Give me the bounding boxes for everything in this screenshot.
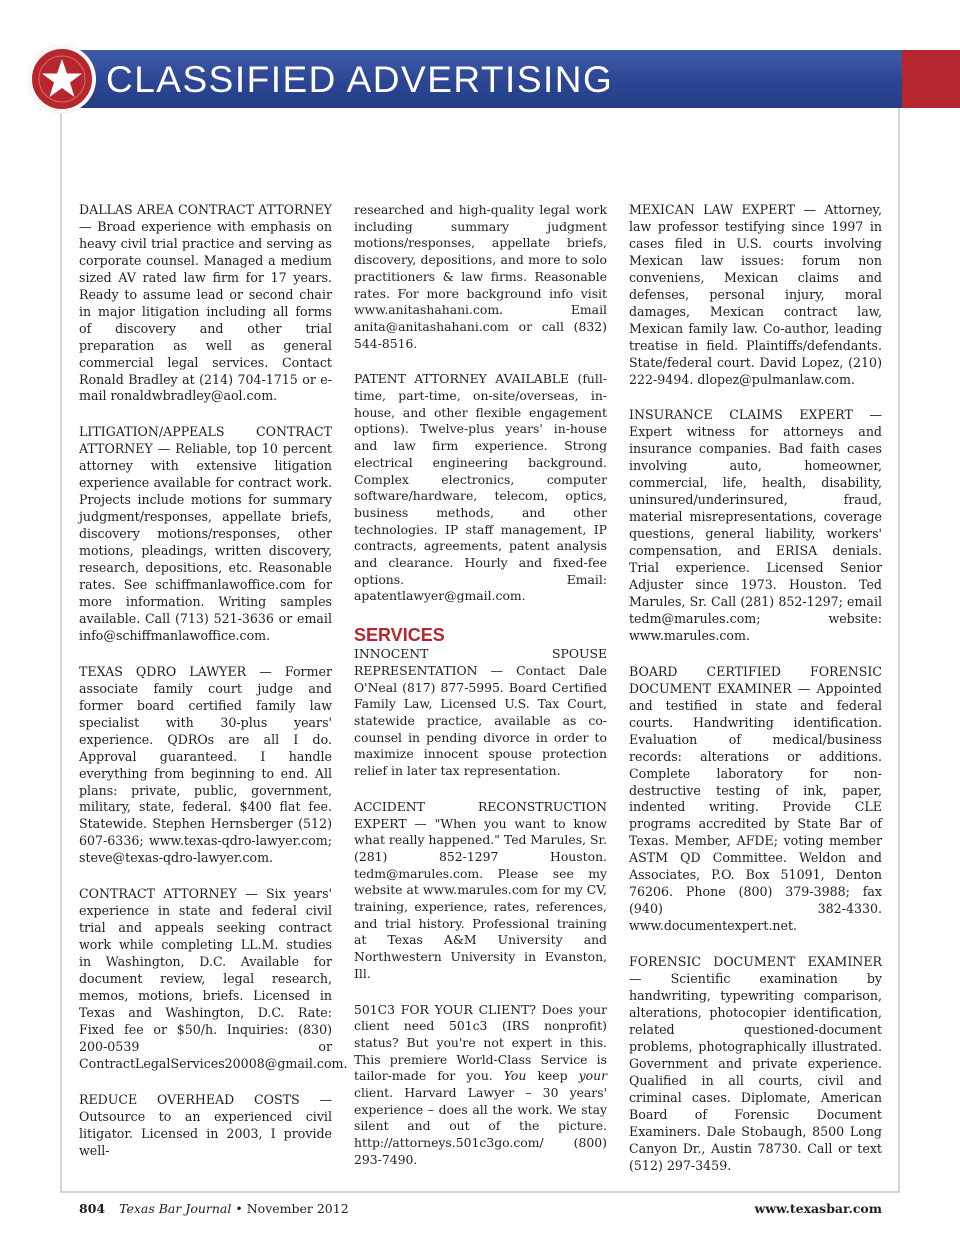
header-red-accent bbox=[902, 50, 960, 108]
ad-heading: LITIGATION/APPEALS CONTRACT ATTORNEY bbox=[79, 424, 332, 457]
ad-body: keep bbox=[526, 1068, 579, 1084]
classified-ad bbox=[629, 664, 882, 935]
ad-heading: ACCIDENT RECONSTRUCTION EXPERT bbox=[354, 798, 607, 831]
ad-heading: DALLAS AREA CONTRACT ATTORNEY bbox=[79, 202, 332, 217]
ad-heading: INNOCENT SPOUSE REPRESENTATION bbox=[354, 646, 607, 678]
ad-body: — Reliable, top 10 percent attorney with extensive litigation experience available for contract work. Projects include motions for summary judgment/responses, appellate briefs, discovery motions/responses, other motions, pleadings, written discovery, research, depositions, etc. Reasonable rates. See schiffmanlawoffice.com for more information. Writing samples available. Call (713) 521-3636 or email info@schiffmanlawoffice.com. bbox=[79, 441, 332, 643]
journal-name: Texas Bar Journal bbox=[119, 1201, 232, 1216]
star-icon bbox=[28, 45, 96, 113]
classified-ad bbox=[79, 664, 332, 867]
ad-heading: CONTRACT ATTORNEY bbox=[79, 886, 237, 902]
ad-body: — "When you want to know what really happened." Ted Marules, Sr. (281) 852-1297 Houston. tedm@marules.com. Please see my website at www.marules.com for my CV, training, experience, rates, references, and trial history. Professional training at Texas A&M University and Northwestern University in Evanston, Ill. bbox=[354, 815, 607, 981]
classified-ad bbox=[354, 371, 607, 605]
issue-date: November 2012 bbox=[246, 1201, 349, 1216]
classified-ad bbox=[354, 1002, 607, 1169]
classified-ad-continued bbox=[354, 202, 607, 352]
ad-heading: MEXICAN LAW EXPERT bbox=[629, 202, 795, 217]
ad-heading: FORENSIC DOCUMENT EXAMINER bbox=[629, 954, 882, 970]
classified-ad bbox=[79, 886, 348, 1072]
ad-heading: 501C3 FOR YOUR CLIENT? bbox=[354, 1001, 536, 1017]
classified-ad bbox=[79, 424, 332, 644]
ad-heading: BOARD CERTIFIED FORENSIC DOCUMENT EXAMINER bbox=[629, 663, 882, 696]
ad-body: — Outsource to an experienced civil litigator. Licensed in 2003, I provide well- bbox=[79, 1091, 332, 1158]
ad-body: client. Harvard Lawyer – 30 years' experience – does all the work. We stay silent and out of the picture. http://attorneys.501c3go.com/ (800) 293-7490. bbox=[354, 1085, 607, 1167]
ad-body: — Contact Dale O'Neal (817) 877-5995. Board Certified Family Law, Licensed U.S. Tax Court, statewide practice, available as co-counsel in pending divorce in order to maximize innocent spouse protection relief in later tax representation. bbox=[354, 662, 607, 779]
ad-body: researched and high-quality legal work including summary judgment motions/responses, appellate briefs, discovery, depositions, and more to solo practitioners & law firms. Reasonable rates. For more background info visit www.anitashahani.com. Email anita@anitashahani.com or call (832) 544-8516. bbox=[354, 202, 607, 351]
classified-ad bbox=[629, 407, 882, 644]
ad-body: — Appointed and testified in state and federal courts. Handwriting identification. Evaluation of medical/business records: alterations or additions. Complete laboratory for non-destructive testing of ink, paper, indented writing. Provide CLE programs accredited by State Bar of Texas. Member, AFDE; voting member ASTM QD Committee. Weldon and Associates, P.O. Box 51091, Denton 76206. Phone (800) 379-3988; fax (940) 382-4330. www.documentexpert.net. bbox=[629, 680, 882, 934]
ad-body: — Broad experience with emphasis on heavy civil trial practice and serving as corporate counsel. Managed a medium sized AV rated law firm for 17 years. Ready to assume lead or second chair in major litigation including all forms of discovery and other trial preparation as well as general commercial legal services. Contact Ronald Bradley at (214) 704-1715 or e-mail ronaldwbradley@aol.com. bbox=[79, 218, 332, 404]
ad-heading: PATENT ATTORNEY AVAILABLE bbox=[354, 371, 570, 387]
ad-body: — Scientific examination by handwriting, typewriting comparison, alterations, photocopier identification, related questioned-document problems, photographically illustrated. Government and private experience. Qualified in all courts, civil and criminal cases. Diplomate, American Board of Forensic Document Examiners. Dale Stobaugh, 8500 Long Canyon Dr., Austin 78730. Call or text (512) 297-3459. bbox=[629, 971, 882, 1173]
page-title: CLASSIFIED ADVERTISING bbox=[106, 59, 614, 100]
column-2 bbox=[354, 202, 607, 1169]
ad-heading: INSURANCE CLAIMS EXPERT bbox=[629, 407, 853, 423]
classified-ad bbox=[354, 799, 607, 983]
footer-separator: • bbox=[235, 1201, 243, 1216]
ad-body: — Six years' experience in state and federal civil trial and appeals seeking contract work while completing LL.M. studies in Washington, D.C. Available for document review, legal research, memos, motions, briefs. Licensed in Texas and Washington, D.C. Rate: Fixed fee or $50/h. Inquiries: (830) 200-0539 or ContractLegalServices20008@gmail.com. bbox=[79, 886, 348, 1071]
classified-ad bbox=[79, 1092, 332, 1160]
ad-body: — Attorney, law professor testifying since 1997 in cases filed in U.S. courts involving Mexican law issues: forum non conveniens, Mexican claims and defenses, personal injury, moral damages, Mexican contract law, Mexican family law. Co-author, leading treatise in field. Plaintiffs/defendants. State/federal court. David Lopez, (210) 222-9494. dlopez@pulmanlaw.com. bbox=[629, 202, 882, 387]
page-number: 804 bbox=[79, 1201, 106, 1216]
ad-body: — Expert witness for attorneys and insurance companies. Bad faith cases involving auto, homeowner, commercial, life, health, disability, uninsured/underinsured, fraud, material misrepresentations, coverage questions, general liability, workers' compensation, and ERISA denials. Trial experience. Licensed Senior Adjuster since 1973. Houston. Ted Marules, Sr. Call (281) 852-1297; email tedm@marules.com; website: www.marules.com. bbox=[629, 407, 882, 643]
classified-ad bbox=[79, 202, 332, 405]
classified-ad bbox=[629, 954, 882, 1174]
column-3 bbox=[629, 202, 882, 1174]
section-heading-services: SERVICES bbox=[354, 625, 445, 646]
page-footer bbox=[79, 1198, 882, 1220]
classified-ad bbox=[354, 646, 607, 780]
ad-emphasis: your bbox=[578, 1068, 607, 1084]
ad-body: Does your client need 501c3 (IRS nonprofit) status? But you're not expert in this. This premiere World-Class Service is tailor-made for you. bbox=[354, 1001, 608, 1084]
ad-body: (full-time, part-time, on-site/overseas, in-house, and other flexible engagement options). Twelve-plus years' in-house and law firm experience. Strong electrical engineering background. Complex electronics, computer software/hardware, telecom, optics, business methods, and other technologies. IP staff management, IP contracts, agreements, patent analysis and clearance. Hourly and fixed-fee options. Email: apatentlawyer@gmail.com. bbox=[354, 371, 607, 604]
ad-heading: TEXAS QDRO LAWYER bbox=[79, 663, 247, 679]
ad-heading: REDUCE OVERHEAD COSTS bbox=[79, 1091, 300, 1107]
website-link[interactable]: www.texasbar.com bbox=[754, 1201, 882, 1216]
classified-ad bbox=[629, 202, 882, 388]
column-1 bbox=[79, 202, 348, 1160]
ad-body: — Former associate family court judge and former board certified family law specialist with 30-plus years' experience. QDROs are all I do. Approval guaranteed. I handle everything from beginning to end. All plans: private, public, government, military, state, federal. $400 flat fee. Statewide. Stephen Hernsberger (512) 607-6336; www.texas-qdro-lawyer.com; steve@texas-qdro-lawyer.com. bbox=[79, 663, 332, 866]
ad-emphasis: You bbox=[503, 1068, 527, 1084]
